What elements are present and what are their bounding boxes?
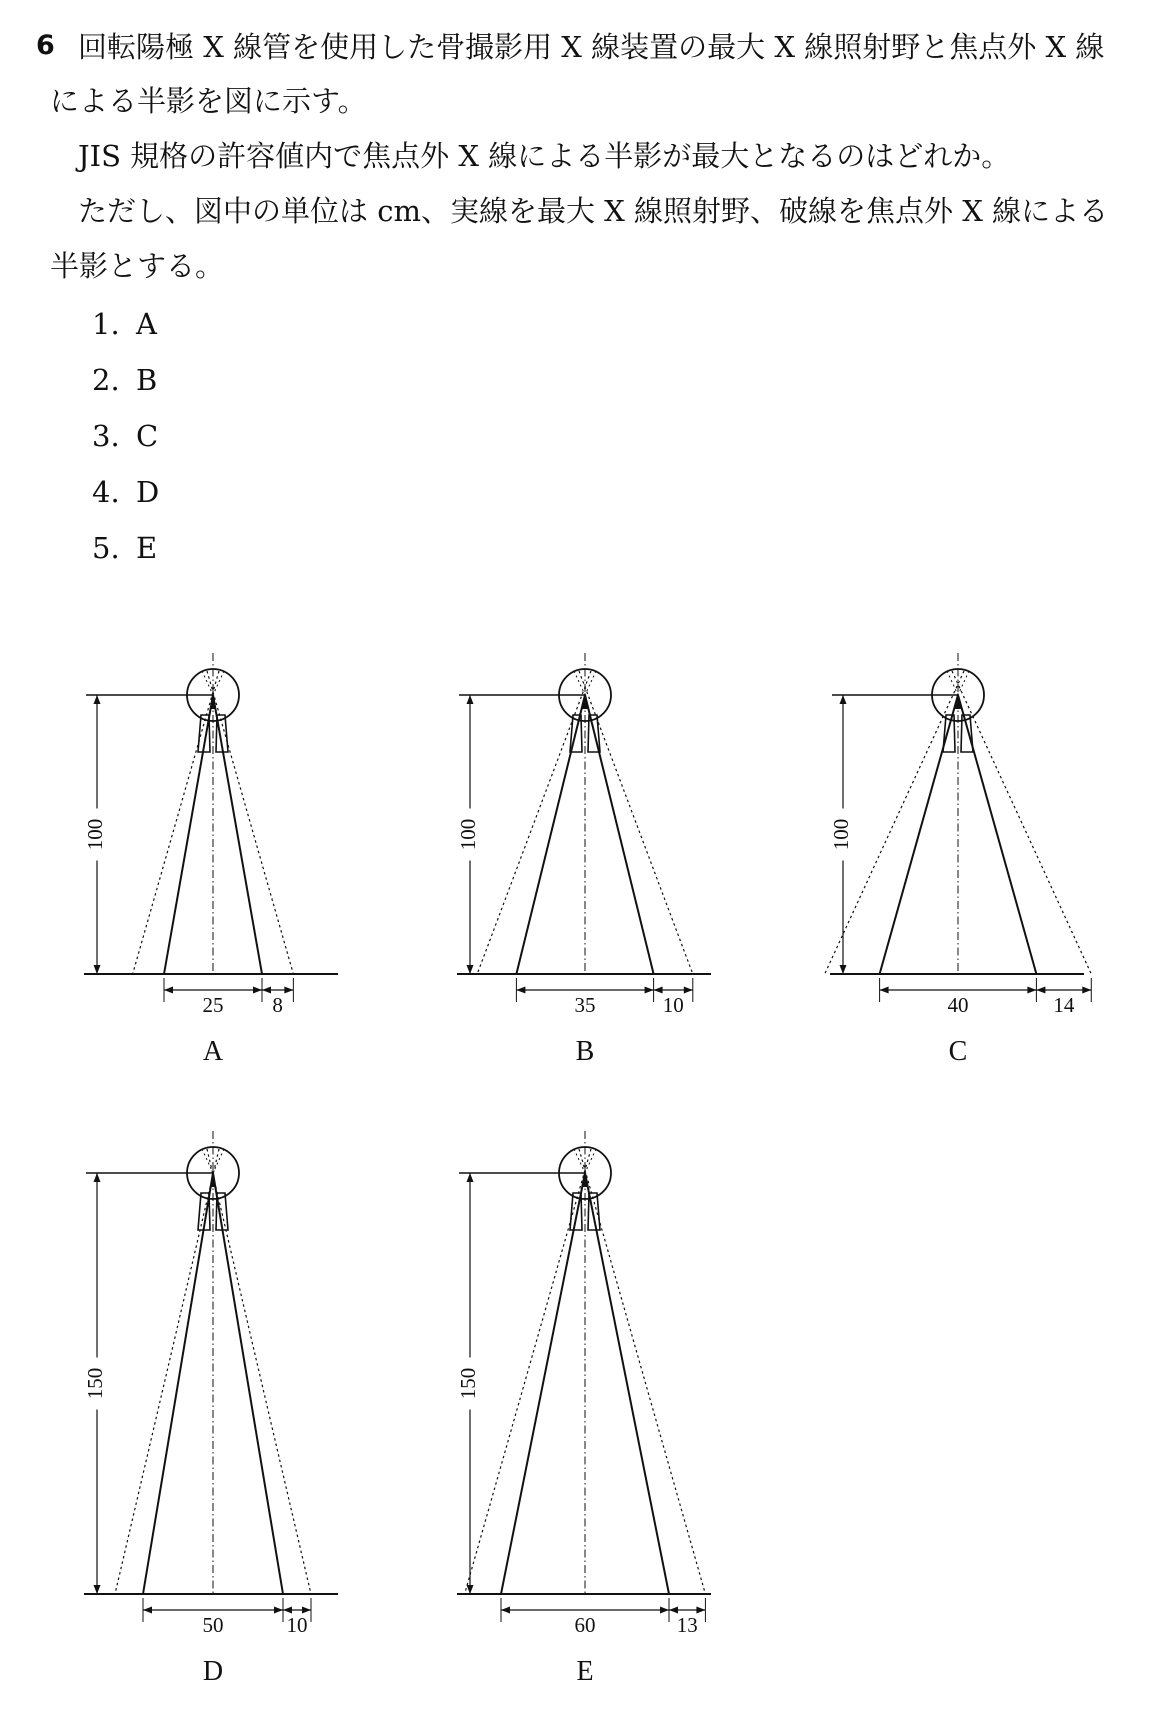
choice-number: 4. [92,475,120,509]
penumbra-width-label: 10 [286,1613,308,1637]
question-line-2: による半影を図に示す。 [50,84,367,118]
penumbra-line-right [579,1149,705,1594]
penumbra-width-label: 13 [676,1613,698,1637]
figure-a [83,653,338,1067]
figure-caption: E [576,1656,594,1687]
max-field-line-right [213,695,262,974]
distance-label: 150 [82,1367,107,1400]
question-number: 6 [36,30,55,61]
off-focus-ray [574,1149,585,1173]
distance-label: 100 [828,818,853,851]
max-field-line-left [164,695,213,974]
penumbra-line-right [207,1149,311,1594]
field-arrow-right [660,1607,669,1614]
penumbra-line-left [115,1149,219,1594]
max-field-line-left [880,695,958,974]
off-focus-ray [202,671,213,695]
distance-arrow-bottom [467,965,474,974]
penumbra-line-left [477,671,591,974]
penumbra-line-left [133,671,219,974]
field-width-label: 50 [202,1613,224,1637]
max-field-line-right [213,1173,283,1594]
figure-e [456,1131,711,1687]
off-focus-ray [585,1149,596,1173]
choice-label: A [136,307,157,341]
field-arrow-right [645,987,654,994]
distance-arrow-bottom [840,965,847,974]
question-line-4: ただし、図中の単位は cm、実線を最大 X 線照射野、破線を焦点外 X 線による [78,194,1109,228]
distance-arrow-bottom [94,965,101,974]
choice-label: E [136,531,158,565]
distance-arrow-bottom [94,1585,101,1594]
off-focus-ray [947,671,958,695]
field-width-label: 35 [574,993,596,1017]
distance-arrow-top [94,1173,101,1182]
field-width-label: 60 [574,1613,596,1637]
choice-number: 2. [92,363,120,397]
distance-arrow-top [467,695,474,704]
max-field-line-left [143,1173,213,1594]
choice-number: 1. [92,307,120,341]
penumbra-arrow-right [684,987,693,994]
off-focus-ray [202,1149,213,1173]
distance-arrow-top [840,695,847,704]
figure-c [825,653,1092,1067]
penumbra-line-right [207,671,293,974]
figure-caption: B [575,1036,595,1067]
penumbra-width-label: 14 [1053,993,1075,1017]
max-field-line-right [585,1173,669,1594]
off-focus-ray [958,671,969,695]
penumbra-line-left [465,1149,591,1594]
question-line-3: JIS 規格の許容値内で焦点外 X 線による半影が最大となるのはどれか。 [78,139,1011,173]
field-arrow-left [501,1607,510,1614]
distance-arrow-top [467,1173,474,1182]
field-arrow-left [516,987,525,994]
max-field-line-right [585,695,654,974]
penumbra-line-right [952,671,1091,974]
figure-caption: D [202,1656,224,1687]
choice-number: 3. [92,419,120,453]
distance-label: 100 [82,818,107,851]
figure-caption: A [202,1036,224,1067]
question-line-1: 回転陽極 X 線管を使用した骨撮影用 X 線装置の最大 X 線照射野と焦点外 X 線 [78,30,1105,64]
penumbra-width-label: 8 [272,993,283,1017]
penumbra-arrow-left [1036,987,1045,994]
max-field-line-right [958,695,1036,974]
penumbra-line-right [579,671,693,974]
choice-label: C [136,419,159,453]
field-arrow-right [253,987,262,994]
penumbra-arrow-left [654,987,663,994]
distance-arrow-top [94,695,101,704]
penumbra-arrow-right [284,987,293,994]
max-field-line-left [501,1173,585,1594]
distance-arrow-bottom [467,1585,474,1594]
choice-number: 5. [92,531,120,565]
max-field-line-left [516,695,585,974]
figure-caption: C [948,1036,968,1067]
off-focus-ray [213,671,224,695]
distance-label: 100 [455,818,480,851]
field-arrow-left [164,987,173,994]
penumbra-width-label: 10 [662,993,684,1017]
field-width-label: 40 [947,993,969,1017]
field-arrow-right [274,1607,283,1614]
field-arrow-left [880,987,889,994]
penumbra-arrow-right [696,1607,705,1614]
distance-label: 150 [455,1367,480,1400]
field-arrow-right [1027,987,1036,994]
choice-label: B [136,363,158,397]
figure-b [456,653,711,1067]
field-width-label: 25 [202,993,224,1017]
field-arrow-left [143,1607,152,1614]
question-line-5: 半影とする。 [50,249,225,283]
choice-label: D [136,475,160,509]
off-focus-ray [213,1149,224,1173]
figure-d [83,1131,338,1687]
penumbra-arrow-left [262,987,271,994]
penumbra-arrow-right [1082,987,1091,994]
